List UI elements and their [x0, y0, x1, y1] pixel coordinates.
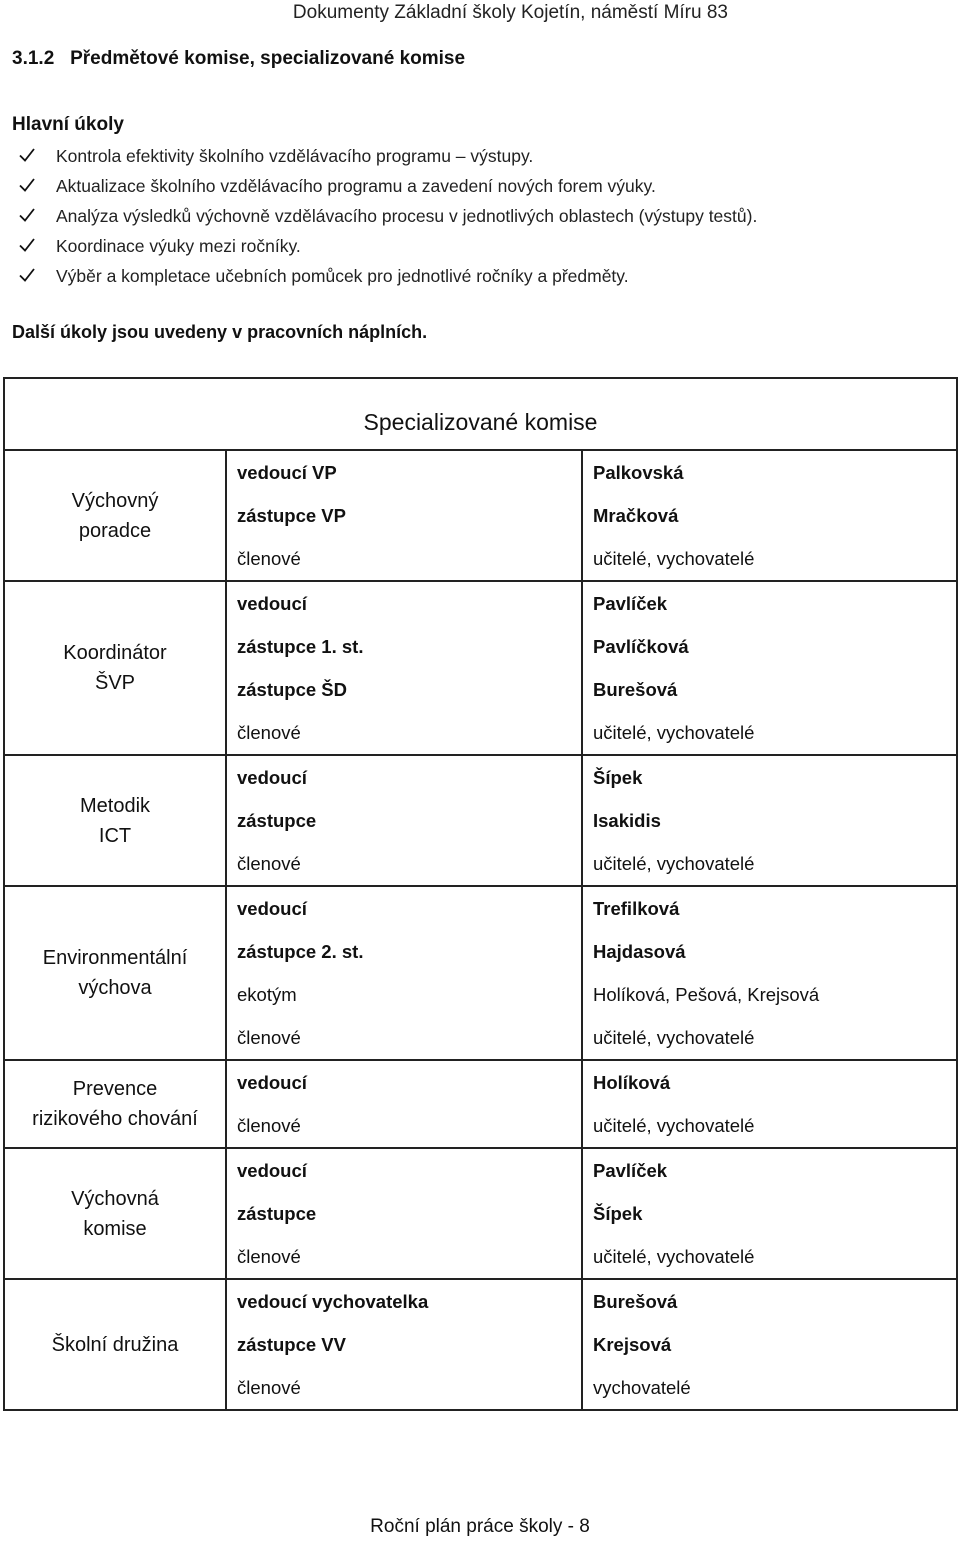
committee-name	[4, 886, 226, 1060]
committee-name-text: Koordinátor ŠVP	[63, 642, 167, 694]
document-header: Dokumenty Základní školy Kojetín, náměstí Míru 83	[292, 2, 728, 23]
committee-name	[4, 1060, 226, 1148]
committee-members	[582, 1279, 957, 1410]
committee-members	[582, 755, 957, 886]
role-label: vedoucí	[237, 1072, 307, 1093]
role-label: vedoucí	[237, 1160, 307, 1181]
committee-name-text: Školní družina	[51, 1333, 179, 1356]
task-text: Analýza výsledků výchovně vzdělávacího procesu v jednotlivých oblastech (výstupy testů).	[56, 206, 758, 226]
member-name: Krejsová	[593, 1334, 672, 1355]
committee-roles	[226, 581, 582, 755]
page-footer: Roční plán práce školy - 8	[370, 1516, 590, 1537]
member-name: Burešová	[593, 1291, 678, 1312]
role-label: vedoucí VP	[237, 462, 337, 483]
task-text: Aktualizace školního vzdělávacího programu a zavedení nových forem výuky.	[56, 176, 656, 196]
member-name: Trefilková	[593, 898, 680, 919]
committee-roles	[226, 1279, 582, 1410]
committee-roles	[226, 1148, 582, 1279]
table-title-cell	[4, 378, 957, 450]
task-item	[18, 264, 757, 294]
role-label: zástupce	[237, 1203, 317, 1224]
task-text: Výběr a kompletace učebních pomůcek pro jednotlivé ročníky a předměty.	[56, 266, 629, 286]
member-name: Burešová	[593, 679, 678, 700]
role-label: členové	[237, 1115, 301, 1136]
main-tasks-heading: Hlavní úkoly	[12, 114, 124, 135]
member-name: Pavlíček	[593, 1160, 668, 1181]
member-name: Pavlíčková	[593, 636, 689, 657]
committee-members	[582, 450, 957, 581]
role-label: vedoucí	[237, 898, 307, 919]
task-item	[18, 234, 757, 264]
member-name: učitelé, vychovatelé	[593, 1115, 755, 1136]
member-name: učitelé, vychovatelé	[593, 1246, 755, 1267]
committee-row	[4, 450, 957, 581]
member-name: učitelé, vychovatelé	[593, 853, 755, 874]
task-text: Koordinace výuky mezi ročníky.	[56, 236, 301, 256]
member-name: vychovatelé	[593, 1377, 691, 1398]
task-item	[18, 174, 757, 204]
committee-members	[582, 1060, 957, 1148]
role-label: zástupce VP	[237, 505, 346, 526]
committee-table	[3, 377, 958, 1411]
committee-row	[4, 755, 957, 886]
committee-roles	[226, 886, 582, 1060]
role-label: vedoucí vychovatelka	[237, 1291, 429, 1312]
member-name: Mračková	[593, 505, 679, 526]
committee-name-text: Metodik ICT	[79, 794, 151, 847]
role-label: ekotým	[237, 984, 297, 1005]
checkmark-icon	[18, 264, 56, 294]
role-label: zástupce VV	[237, 1334, 346, 1355]
task-item	[18, 144, 757, 174]
committee-members	[582, 886, 957, 1060]
role-label: členové	[237, 722, 301, 743]
committee-name-text: Environmentální výchova	[42, 947, 188, 999]
other-tasks-note: Další úkoly jsou uvedeny v pracovních náplních.	[12, 322, 428, 342]
committee-row	[4, 581, 957, 755]
member-name: Šípek	[593, 767, 643, 788]
committee-row	[4, 886, 957, 1060]
committee-row	[4, 1279, 957, 1410]
member-name: učitelé, vychovatelé	[593, 722, 755, 743]
role-label: členové	[237, 548, 301, 569]
committee-roles	[226, 1060, 582, 1148]
checkmark-icon	[18, 174, 56, 204]
member-name: Hajdasová	[593, 941, 686, 962]
committee-row	[4, 1148, 957, 1279]
committee-name	[4, 1148, 226, 1279]
committee-members	[582, 581, 957, 755]
task-text: Kontrola efektivity školního vzdělávacího programu – výstupy.	[56, 146, 534, 166]
checkmark-icon	[18, 204, 56, 234]
task-item	[18, 204, 757, 234]
role-label: členové	[237, 1246, 301, 1267]
role-label: zástupce 1. st.	[237, 636, 364, 657]
role-label: vedoucí	[237, 767, 307, 788]
role-label: zástupce	[237, 810, 317, 831]
table-title: Specializované komise	[363, 408, 598, 435]
member-name: Pavlíček	[593, 593, 668, 614]
role-label: zástupce ŠD	[237, 679, 348, 700]
main-tasks-list	[18, 144, 757, 294]
member-name: Isakidis	[593, 810, 661, 831]
committee-name	[4, 450, 226, 581]
committee-name-text: Výchovný poradce	[71, 489, 159, 542]
committee-members	[582, 1148, 957, 1279]
committee-roles	[226, 755, 582, 886]
committee-name	[4, 581, 226, 755]
member-name: Palkovská	[593, 462, 684, 483]
committee-row	[4, 1060, 957, 1148]
member-name: Holíková	[593, 1072, 671, 1093]
committee-name	[4, 1279, 226, 1410]
role-label: členové	[237, 1377, 301, 1398]
committee-roles	[226, 450, 582, 581]
member-name: Holíková, Pešová, Krejsová	[593, 984, 820, 1005]
role-label: vedoucí	[237, 593, 307, 614]
committee-name-text: Prevence rizikového chování	[32, 1078, 198, 1130]
member-name: Šípek	[593, 1203, 643, 1224]
member-name: učitelé, vychovatelé	[593, 548, 755, 569]
role-label: zástupce 2. st.	[237, 941, 364, 962]
committee-name-text: Výchovná komise	[71, 1187, 159, 1240]
committee-name	[4, 755, 226, 886]
role-label: členové	[237, 1027, 301, 1048]
member-name: učitelé, vychovatelé	[593, 1027, 755, 1048]
role-label: členové	[237, 853, 301, 874]
section-heading: 3.1.2 Předmětové komise, specializované komise	[12, 48, 466, 69]
checkmark-icon	[18, 234, 56, 264]
checkmark-icon	[18, 144, 56, 174]
